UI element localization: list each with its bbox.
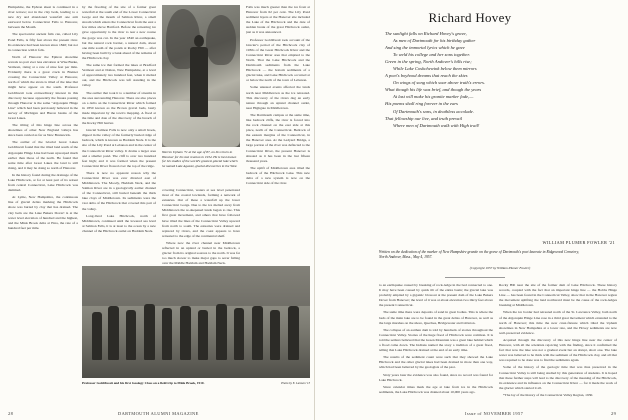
paragraph: Falls was much greater than the ice front at Hanover from 62 per cent. The Lily Pond sediment layers at the Hanover site included the Lake of the Hitchcock and the date of sudden break of the great Hitchcock outlet, just as it was announced. bbox=[246, 5, 310, 35]
article-column-2 bbox=[82, 5, 156, 263]
paragraph: covering Connecticut, waters at sea level penetrated most of the coastal lowlands, forming a network of estuaries. Out of these a waterfall up the lower Connecticut Gorge. Due to the ice melted away from Middletown the re-deepened lands began to rise. This first great movement, and others that have followed have tilted the lines of the Connecticut Valley upward from north to south. The estuaries were drained and replaced by rivers, and the coast appears to have retreated to the edge of the continental shelf. bbox=[162, 188, 240, 238]
poem-line: Green in the spring, North Andover's hills rise; bbox=[385, 59, 472, 65]
section-rule bbox=[445, 277, 505, 278]
poem-line: Of Dartmouth's sons, in deathless accolade. bbox=[393, 108, 474, 114]
poem-byline: WILLIAM PLUMER FOWLER '21 bbox=[542, 240, 615, 245]
paragraph: The same ice that formed the lakes at Bradford Vermont and at Dalton, New Hampshire, at a level of approximately two hundred feet, when it melted out, and the Hitchcock was left standing in the valley. bbox=[82, 63, 156, 88]
paragraph: At Lyme, New Hampshire, the continuous line of glacial deltas marking the Hitchcock shore was buried by clay that has drained. The clay beds are the Lake Bakers Dover! is at the water level elevation of hundred and the highest, and the Mink Brook delta at Etna, the rate of a hundred feet per mile. bbox=[8, 195, 78, 230]
poem-line: As men of Dartmouth for his birthday gather bbox=[393, 38, 476, 44]
poem-title: Richard Hovey bbox=[428, 10, 512, 25]
poem-copyright: (Copyright 1957 by William Plumer Fowler) bbox=[469, 266, 531, 270]
poem-body bbox=[385, 30, 575, 129]
paragraph: Rocky Hill near the site of the former dam of Lake Hitchcock. These history records, coupled with the fact that an important hinge line — the Hobbs Hinge Line — has been found in the Connecticut Valley, show that in the Hanover region the movement uplifting the land northward must be the cause of the rock-ledges breaking at Middletown. bbox=[499, 283, 617, 308]
paragraph: The uplift of Middletown area tilted the bedrock of the Hitchcock Lake. This new delta of a new system is now on the Connecticut side of the river. bbox=[246, 165, 310, 186]
paragraph: Some of the history of the geologic time that was thus preserved in the Connecticut Valley is still being studied by this generation of students. It is hoped that these further steps will lead to the discovery of the meaning of the Hitchcock, its existence and its influence on the Connecticut River — for it made the work of the glacier which started it all. bbox=[499, 365, 617, 390]
paragraph: The collapse of an earthen dam is told by hundreds of stories throughout the Connecticut Valley. Stories of the huge flood of Hitchcock were common. It is told the settlers believed that the Green Mountain was a great lake behind which a flood came down. The Indians named the story a tradition of a great flood, telling that Lake Hitchcock drained at the end of an early time. bbox=[379, 327, 493, 353]
paragraph: Professor Goldthwait took account of the Glacier's period of the Hitchcock clay of 1930s of the Great Hitchcock River and the Connecticut River area that emptied to the North. That the Lake Hitchcock and the Dartmouth sediments from the Lake Hitchcock — the bottom sediments of a glacial lake, and Lake Hitchcock occurred at or below the north of the town of Lebanon. bbox=[246, 37, 310, 83]
paragraph: The tilting of this hinge line across the shorelines of other New England valleys has since been carried as far as New Brunswick. bbox=[8, 123, 78, 138]
paragraph: The results of the sediment count were such that they showed the Lake Hitchcock and the other glacial lakes had been drained in more than one way, which had been believed by the geologists of the past. bbox=[379, 355, 493, 370]
paragraph: In the history found during the drainage of the Lake Hitchcock, or for at least part of its retreat from central Connecticut, Lake Hitchcock was dammed. bbox=[8, 172, 78, 193]
poem-line: What though his life was brief, and though the years bbox=[385, 87, 482, 93]
poem-dedication: Written on the dedication of the marker of New Hampshire granite on the grave of Dartmouth's poet laureate in Ridgewood Cemetery, North Andover, Mass., May 4, 1957. bbox=[379, 250, 579, 259]
poem-line: At last will make his granite marker fade,— bbox=[393, 94, 474, 100]
paragraph: Long-lived Lake Hitchcock, north of Middletown, continued until the lowered sea level at Salmon Falls, it is at least to the ocean by a new channel of the Hitchcock outlet on Haddam Neck. bbox=[82, 213, 156, 233]
magazine-name: DARTMOUTH ALUMNI MAGAZINE bbox=[118, 411, 199, 416]
portrait-photo bbox=[162, 5, 240, 147]
paragraph: The outlier that took it to a number of streams in the area surrounding Hanover. There are also places on a delta on the Connecticut River which formed in 1850 known as the Brown gravel beds, lately made important by the town's mapping. A flood at the time and date of the discovery of the breach of the Rocky Hill barrier. bbox=[82, 90, 156, 126]
poem-line: To weld his college and her sons together. bbox=[393, 52, 470, 58]
paragraph: The same time there were deposits of sand in great bodies. This is where the beds of the main lake are to be found in the great deltas of Hanover, as well as the large marshes on the shore, Quechee, Bridgewater and Littleton. bbox=[379, 310, 493, 325]
field-trip-credit: Photo by E. Lamson '13 bbox=[281, 381, 310, 385]
field-trip-caption: Professor Goldthwait and his first Geology Class on a field trip to Mink Brook, 1910. bbox=[82, 381, 205, 385]
field-trip-photo bbox=[82, 266, 310, 378]
poem-line: On wings of song which soar above truth's errors. bbox=[393, 80, 486, 86]
paragraph: Sixty years later the evidence was also found, since no record was found for Lake Hitchcock. bbox=[379, 372, 493, 382]
paragraph: The outlier of the Glacial Great Lakes Goldthwait found that the tilted land south of the Algonquin Hinge Line had been upwarped much earlier than those of the north. He found that some time after Great Lakes the land is still rising, and it may be doing so north of Hanover. bbox=[8, 140, 78, 170]
poem-line: The sunlight falls on Richard Hovey's grave, bbox=[385, 31, 467, 36]
page-number-right: 29 bbox=[611, 411, 617, 416]
paragraph: Hampshire, the Ephron sheet is continued in a river terrace; not in the clay beds, leading to a new dry and abandoned waterfall one arm eastward below Connecticut Falls to Hanover, between the Mouth. bbox=[8, 5, 78, 30]
paragraph: The Dartmouth campus at the same time, like bedrock cliffs, the river is forced into the rock channel on the east side at this place, north of the Connecticut. Bedrock of the eastern margins of the Connecticut, in the Hanover area. At the Ledyard Bridge, a large portion of the river was deflected to the Connecticut River, the present Hanover is situated as it has been in the last fifteen thousand years. bbox=[246, 112, 310, 163]
paragraph: by the flooding of the site of a former great waterfall at the south end of the Lower Connecticut Gorge and the mouth of Salmon River, a small stream which enters the Connecticut from the east a few miles above Hartford. Before the retreating ice gave opportunity to the river to tear a new course the gorge was cut. In the year 1840 an earthquake, but the natural rock barrier, a natural dam, about one mile south of the ponds at Rocky Hill — after having been built by a bank ahead of the remains of the Hitchcock clay. bbox=[82, 5, 156, 60]
poem-line: His poems shall ring forever in the ears bbox=[385, 101, 458, 107]
paragraph: North of Hanover the Ephron shoreline reveals no part ever less elevation at Wise Burke, Vermont, rising at a rate of nine feet per mile. Evidently there is a great crack in Bretner crossing the Connecticut Valley at Hanover, north of which the strata is tilted of the lake that might have appear on the south. Professor Goldthwait took extraordinary interest in this discovery because apparently the fissure passing through Hanover is the same "Algonquin Hinge Line" which had been previously believed in the survey of Michigan and Huron basins of the Great Lakes. bbox=[8, 54, 78, 120]
paragraph: Glacial Salmon Falls is now only a small brook, dipped in the valley of the formerly buried ridge of bedrock, which is known as Haddam Neck. It is the site of the Lily Pond at Lebanon and in the center of the Connecticut River valley. It drains a larger area and a smaller pond. The cliff is over two hundred feet high; and it was formed when the present Connecticut River flowed over the top of the ridge. bbox=[82, 128, 156, 168]
portrait-caption: Warren Upham '71 at the age of 87, on his return to Hanover for his last reunion in 1934. He is best known for his studies of the world's greatest glacial lake which he named Lake Agassiz, glacial discoveries in the West. bbox=[162, 150, 238, 168]
article-column-right-2 bbox=[499, 283, 617, 407]
poem-line: Where men of Dartmouth walk with High trail! bbox=[393, 122, 480, 128]
right-page bbox=[315, 0, 628, 420]
paragraph: The spectacular ancient falls can, called Lily Pond Falls, is fifty feet above the present river. Its existence had been known since 1840; but not in connection with it folk. bbox=[8, 32, 78, 52]
article-column-4 bbox=[246, 5, 310, 263]
paragraph: to an earthquake caused by breaking of rock-ledge in the bed connected to one. It may have been caused by quick tilt of the entire basin; the glacial lake was probably emptied by a gigantic blowout at the present dam of the Lake Bakers Dover from Hanover; the level of it was at about elevation two thirty feet above the present Connecticut. bbox=[379, 283, 493, 308]
paragraph: Acquired through the discovery of this new hinge line near the center of Hanover, with all the scientists rejoicing with the finding, since it confirmed the fact that now the lake was not a gradual event but an abrupt, short one. The lake water was believed to be thick with the sediment of the Hitchcock clay, and all that was required to be done was to find the sediments again. bbox=[499, 337, 617, 363]
poem-line: That fellowship our live, and truth prevail bbox=[385, 115, 463, 121]
paragraph: Some unusual events affected the lands north near Middletown as the ice retreated. This discovery of the rivers dug an early nature through an upland channel outlet, near Highgate in Middletown. bbox=[246, 85, 310, 110]
issue-date: Issue of NOVEMBER 1957 bbox=[465, 411, 524, 416]
poem-line: A poet's boyhood dreams that reach the skies bbox=[385, 73, 468, 79]
article-column-right-1 bbox=[379, 283, 493, 407]
poem-line: While Lake Coshchewink below them mirrors bbox=[393, 66, 477, 72]
article-column-1 bbox=[8, 5, 78, 410]
paragraph: Since calendar times mark the age at lake from ice in the Hitchcock sediments, the Lake Hitchcock was drained about 10,000 years ago. bbox=[379, 384, 493, 394]
paragraph: Where now the river channel near Middletown reflected in an upland or buried in the bedrock, a glacier from its original sources to the north. It was far too much slower to make major gaps to sever falling over the Middle Haddam and Haddam Neck. bbox=[162, 240, 240, 266]
paragraph: When the ice border had retreated north of the St. Lawrence Valley, both north of the Algonquin Hinge Line rose in a third great movement which extended to the north of Hanover; this time the new crust-flexure which tilted the Upham shorelines in New Hampshire at a lower rate, and the Hovey sediments are now well-preserved evidence. bbox=[499, 310, 617, 335]
poem-line: And sing the immortal lyrics which he gave bbox=[385, 45, 465, 51]
page-number-left: 28 bbox=[8, 411, 14, 416]
paragraph: There is now no apparent reason why the Connecticut River was ever diverted east of Middletown. The Moody, Haddam Neck, and the Salmon River are in a geologically earlier channel of the Connecticut, still buried beneath the thick lake clays of Middletown. Its sediments were the vast delta of the Hitchcock that covered this part of the valley. bbox=[82, 170, 156, 211]
paragraph: *The lay of the history of the Connecticut Valley Region, 1930. bbox=[503, 392, 594, 397]
